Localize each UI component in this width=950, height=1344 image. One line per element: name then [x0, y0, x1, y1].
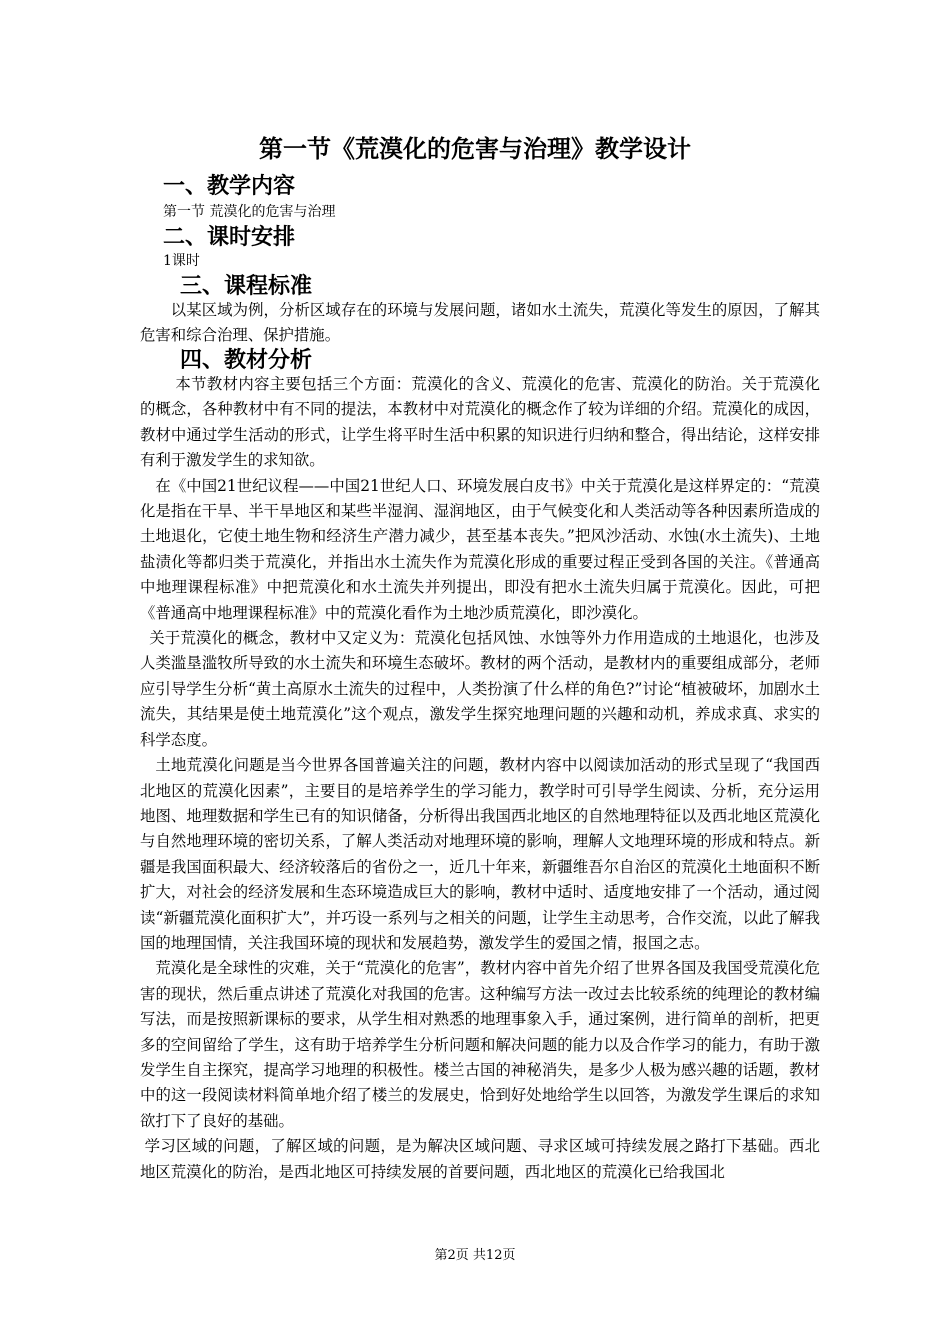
paragraph: 土地荒漠化问题是当今世界各国普遍关注的问题，教材内容中以阅读加活动的形式呈现了“我国西北地区的荒漠化因素”，主要目的是培养学生的学习能力，教学时可引导学生阅读、分析，充分运用地图、地理数据和学生已有的知识储备，分析得出我国西北地区的自然地理特征以及西北地区荒漠化与自然地理环境的密切关系，了解人类活动对地理环境的影响，理解人文地理环境的形成和特点。新疆是我国面积最大、经济较落后的省份之一，近几十年来，新疆维吾尔自治区的荒漠化土地面积不断扩大，对社会的经济发展和生态环境造成巨大的影响，教材中适时、适度地安排了一个活动，通过阅读“新疆荒漠化面积扩大”，并巧设一系列与之相关的问题，让学生主动思考，合作交流，以此了解我国的地理国情，关注我国环境的现状和发展趋势，激发学生的爱国之情，报国之志。 [140, 756, 820, 952]
paragraph: 荒漠化是全球性的灾难，关于“荒漠化的危害”，教材内容中首先介绍了世界各国及我国受荒漠化危害的现状，然后重点讲述了荒漠化对我国的危害。这种编写方法一改过去比较系统的纯理论的教材编写法，而是按照新课标的要求，从学生相对熟悉的地理事象入手，通过案例，进行简单的剖析，把更多的空间留给了学生，这有助于培养学生分析问题和解决问题的能力以及合作学习的能力，有助于激发学生自主探究，提高学习地理的积极性。楼兰古国的神秘消失，是多少人极为感兴趣的话题，教材中的这一段阅读材料简单地介绍了楼兰的发展史，恰到好处地给学生以回答，为激发学生课后的求知欲打下了良好的基础。 [140, 959, 820, 1130]
paragraph: 学习区域的问题，了解区域的问题，是为解决区域问题、寻求区域可持续发展之路打下基础。西北地区荒漠化的防治，是西北地区可持续发展的首要问题，西北地区的荒漠化已给我国北 [140, 1137, 820, 1181]
curriculum-standard-body [140, 298, 820, 349]
section-heading-curriculum-standard: 三、课程标准 [180, 274, 313, 299]
section-heading-schedule: 二、课时安排 [163, 225, 296, 250]
paragraph: 以某区域为例，分析区域存在的环境与发展问题，诸如水土流失，荒漠化等发生的原因，了解其危害和综合治理、保护措施。 [140, 301, 820, 345]
schedule-text: 1课时 [163, 253, 200, 269]
section-heading-textbook-analysis: 四、教材分析 [180, 348, 313, 373]
paragraph: 本节教材内容主要包括三个方面：荒漠化的含义、荒漠化的危害、荒漠化的防治。关于荒漠化的概念，各种教材中有不同的提法，本教材中对荒漠化的概念作了较为详细的介绍。荒漠化的成因，教材中通过学生活动的形式，让学生将平时生活中积累的知识进行归纳和整合，得出结论，这样安排有利于激发学生的求知欲。 [140, 375, 820, 470]
teaching-content-text: 第一节 荒漠化的危害与治理 [163, 204, 336, 220]
section-heading-teaching-content: 一、教学内容 [163, 174, 296, 199]
textbook-analysis-body [140, 372, 820, 1185]
page-footer: 第2页 共12页 [434, 1248, 516, 1263]
paragraph: 在《中国21世纪议程——中国21世纪人口、环境发展白皮书》中关于荒漠化是这样界定的：“荒漠化是指在干旱、半干旱地区和某些半湿润、湿润地区，由于气候变化和人类活动等各种因素所造成的土地退化，它使土地生物和经济生产潜力减少，甚至基本丧失。”把风沙活动、水蚀(水土流失)、土地盐渍化等都归类于荒漠化，并指出水土流失作为荒漠化形成的重要过程正受到各国的关注。《普通高中地理课程标准》中把荒漠化和水土流失并列提出，即没有把水土流失归属于荒漠化。因此，可把《普通高中地理课程标准》中的荒漠化看作为土地沙质荒漠化，即沙漠化。 [140, 476, 820, 622]
paragraph: 关于荒漠化的概念，教材中又定义为：荒漠化包括风蚀、水蚀等外力作用造成的土地退化，也涉及人类滥垦滥牧所导致的水土流失和环境生态破坏。教材的两个活动，是教材内的重要组成部分，老师应引导学生分析“黄土高原水土流失的过程中，人类扮演了什么样的角色?”讨论“植被破坏，加剧水土流失，其结果是使土地荒漠化”这个观点，激发学生探究地理问题的兴趣和动机，养成求真、求实的科学态度。 [140, 629, 820, 749]
page-title: 第一节《荒漠化的危害与治理》教学设计 [259, 135, 691, 163]
